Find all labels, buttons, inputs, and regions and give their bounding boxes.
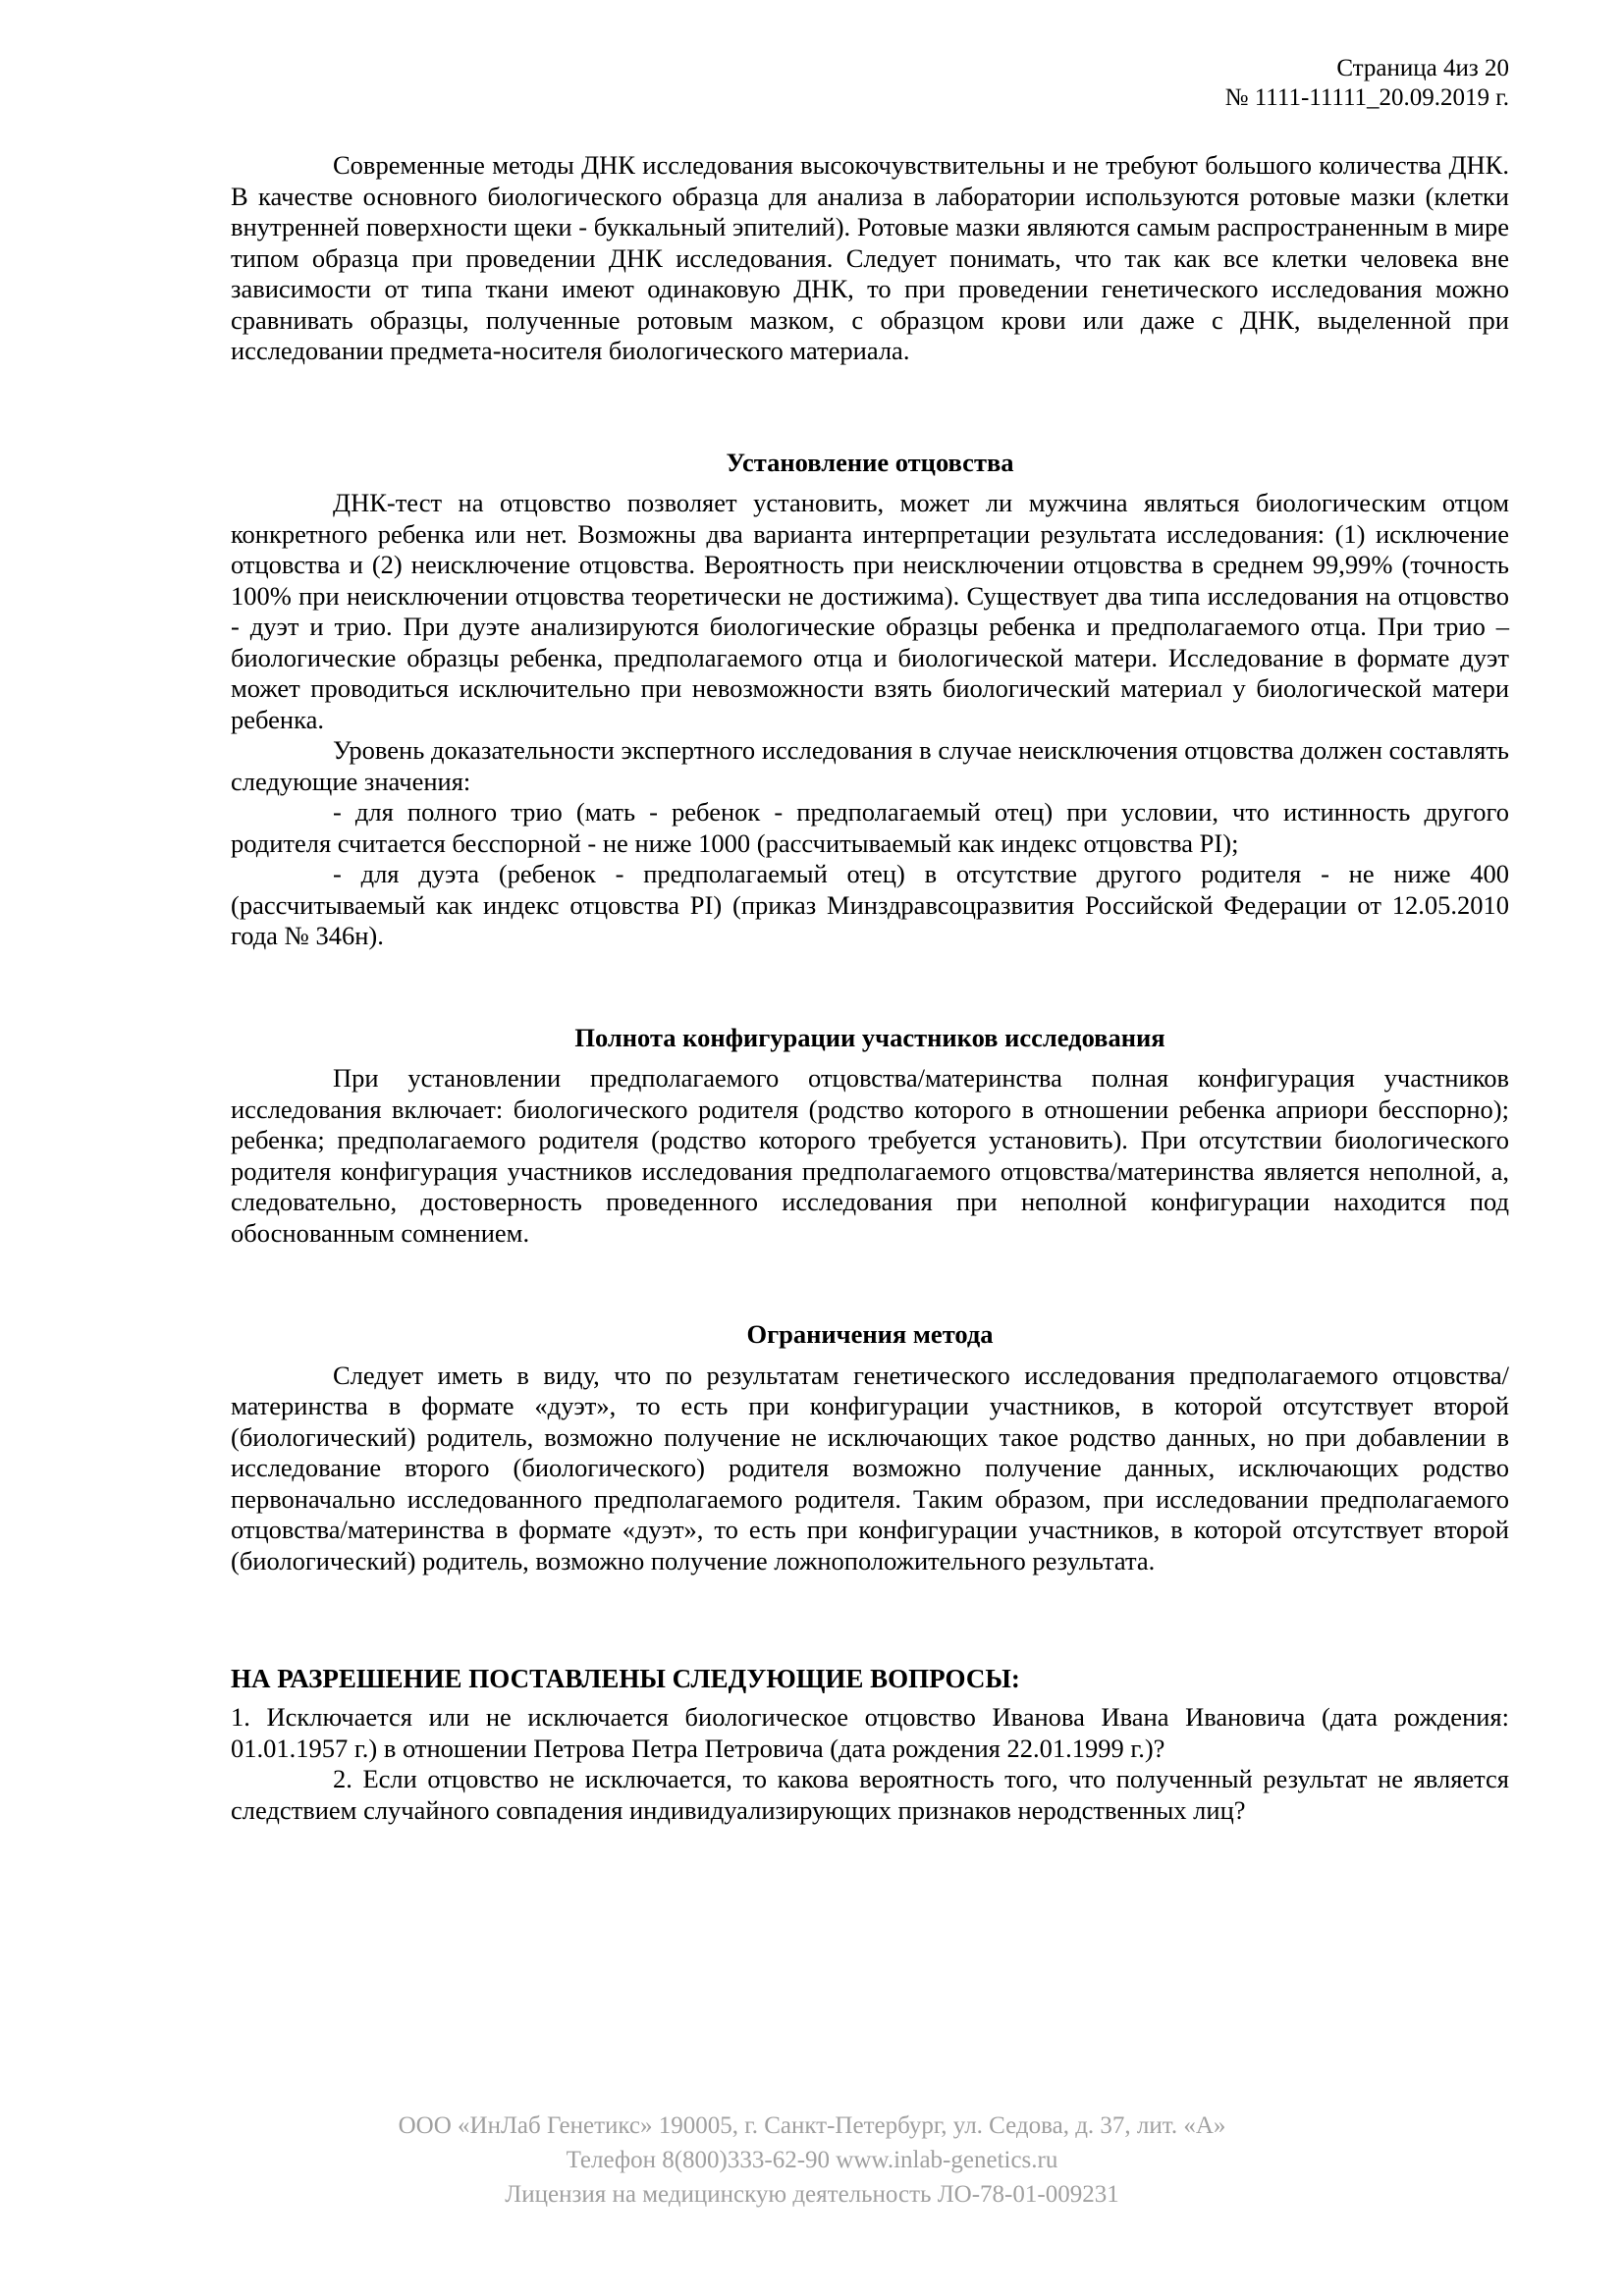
page-footer xyxy=(0,2109,1624,2212)
footer-phone-website: Телефон 8(800)333-62-90 www.inlab-genetics.ru xyxy=(566,2147,1058,2173)
question-1: 1. Исключается или не исключается биологическое отцовство Иванова Ивана Ивановича (дата рождения: 01.01.1957 г.) в отношении Петрова Петра Петровича (дата рождения 22.01.1999 г.)? xyxy=(231,1702,1509,1763)
footer-license: Лицензия на медицинскую деятельность ЛО-78-01-009231 xyxy=(505,2181,1119,2208)
section-heading-paternity: Установление отцовства xyxy=(726,447,1014,477)
paragraph-limitations: Следует иметь в виду, что по результатам генетического исследования предполагаемого отцовства/материнства в формате «дуэт», то есть при конфигурации участников, в которой отсутствует второй (биологический) родитель, возможно получение не исключающих такое родство данных, но при добавлении в исследование второго (биологического) родителя возможно получение данных, исключающих родство первоначально исследованного предполагаемого родителя. Таким образом, при исследовании предполагаемого отцовства/материнства в формате «дуэт», то есть при конфигурации участников, в которой отсутствует второй (биологический) родитель, возможно получение ложноположительного результата. xyxy=(231,1360,1509,1575)
document-number: № 1111-11111_20.09.2019 г. xyxy=(1224,84,1509,111)
footer-company-address: ООО «ИнЛаб Генетикс» 190005, г. Санкт-Петербург, ул. Седова, д. 37, лит. «А» xyxy=(398,2112,1226,2139)
paragraph-evidence-level: Уровень доказательности экспертного исследования в случае неисключения отцовства должен составлять следующие значения: xyxy=(231,735,1509,796)
section-heading-configuration: Полнота конфигурации участников исследования xyxy=(574,1022,1165,1052)
questions-heading: НА РАЗРЕШЕНИЕ ПОСТАВЛЕНЫ СЛЕДУЮЩИЕ ВОПРОСЫ: xyxy=(231,1664,1020,1693)
page-number: Страница 4из 20 xyxy=(1336,55,1509,81)
intro-paragraph: Современные методы ДНК исследования высокочувствительны и не требуют большого количества ДНК. В качестве основного биологического образца для анализа в лаборатории используются ротовые мазки (клетки внутренней поверхности щеки - буккальный эпителий). Ротовые мазки являются самым распространенным в мире типом образца при проведении ДНК исследования. Следует понимать, что так как все клетки человека вне зависимости от типа ткани имеют одинаковую ДНК, то при проведении генетического исследования можно сравнивать образцы, полученные ротовым мазком, с образцом крови или даже с ДНК, выделенной при исследовании предмета-носителя биологического материала. xyxy=(231,150,1509,365)
paragraph-paternity-test: ДНК-тест на отцовство позволяет установить, может ли мужчина являться биологическим отцом конкретного ребенка или нет. Возможны два варианта интерпретации результата исследования: (1) исключение отцовства и (2) неисключение отцовства. Вероятность при неисключении отцовства в среднем 99,99% (точность 100% при неисключении отцовства теоретически не достижима). Существует два типа исследования на отцовство - дуэт и трио. При дуэте анализируются биологические образцы ребенка и предполагаемого отца. При трио – биологические образцы ребенка, предполагаемого отца и биологической матери. Исследование в формате дуэт может проводиться исключительно при невозможности взять биологический материал у биологической матери ребенка. xyxy=(231,488,1509,734)
page-header xyxy=(231,54,1509,113)
question-2: 2. Если отцовство не исключается, то какова вероятность того, что полученный результат не является следствием случайного совпадения индивидуализирующих признаков неродственных лиц? xyxy=(231,1764,1509,1825)
paragraph-trio-threshold: - для полного трио (мать - ребенок - предполагаемый отец) при условии, что истинность другого родителя считается бесспорной - не ниже 1000 (рассчитываемый как индекс отцовства PI); xyxy=(231,797,1509,858)
section-heading-limitations: Ограничения метода xyxy=(746,1319,994,1349)
paragraph-duet-threshold: - для дуэта (ребенок - предполагаемый отец) в отсутствие другого родителя - не ниже 400 (рассчитываемый как индекс отцовства PI) (приказ Минздравсоцразвития Российской Федерации от 12.05.2010 года № 346н). xyxy=(231,859,1509,950)
paragraph-configuration: При установлении предполагаемого отцовства/материнства полная конфигурация участников исследования включает: биологического родителя (родство которого в отношении ребенка априори бесспорно); ребенка; предполагаемого родителя (родство которого требуется установить). При отсутствии биологического родителя конфигурация участников исследования предполагаемого отцовства/материнства является неполной, а, следовательно, достоверность проведенного исследования при неполной конфигурации находится под обоснованным сомнением. xyxy=(231,1063,1509,1248)
